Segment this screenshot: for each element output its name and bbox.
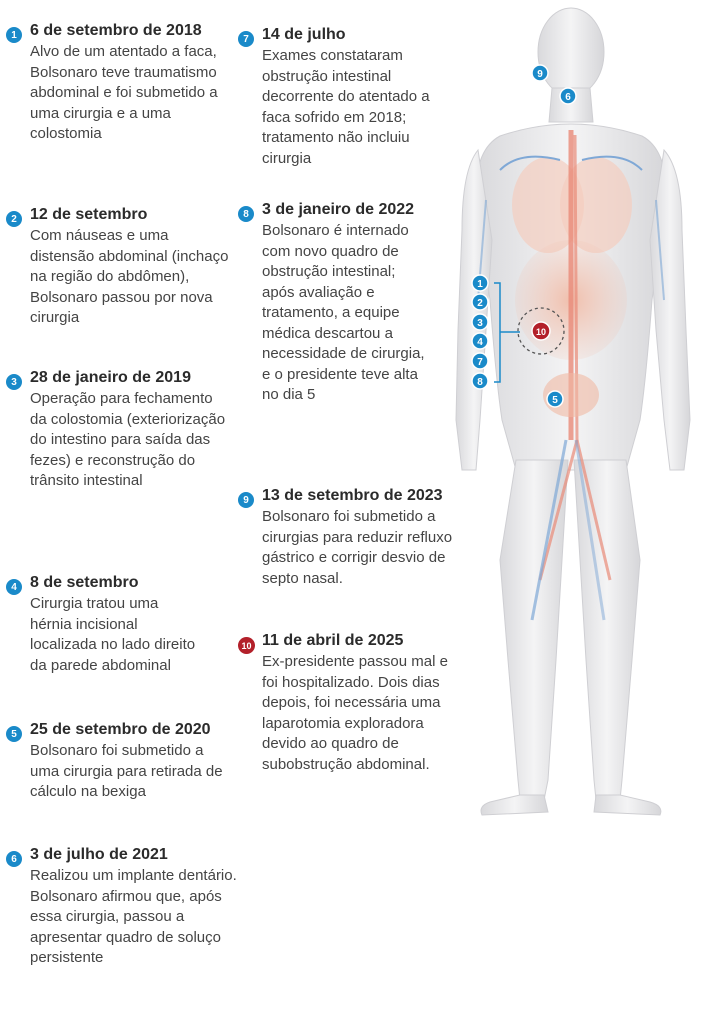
event-date: 13 de setembro de 2023 — [262, 487, 443, 504]
event-6 — [6, 846, 246, 971]
body-marker-4 — [472, 333, 488, 349]
event-description: Bolsonaro foi submetido a cirurgias para reduzir refluxo gástrico e corrigir desvio de septo nasal. — [262, 508, 453, 587]
event-description: Com náuseas e uma distensão abdominal (inchaço na região do abdômen), Bolsonaro passou por nova cirurgia — [30, 227, 229, 326]
body-marker-8 — [472, 373, 488, 389]
body-marker-3-label: 3 — [477, 318, 483, 329]
body-marker-4-label: 4 — [477, 337, 483, 348]
event-description: Bolsonaro é internado com novo quadro de obstrução intestinal; após avaliação e tratamento, a equipe médica descartou a necessidade de cirurgia, e o presidente teve alta no dia 5 — [262, 222, 425, 403]
body-marker-10-label: 10 — [535, 327, 547, 337]
event-description: Cirurgia tratou uma hérnia incisional localizada no lado direito da parede abdominal — [30, 595, 196, 674]
event-description: Exames constataram obstrução intestinal decorrente do atentado a faca sofrido em 2018; tratamento não incluiu cirurgia — [262, 47, 430, 167]
event-2 — [6, 206, 231, 331]
event-description: Ex-presidente passou mal e foi hospitalizado. Dois dias depois, foi necessária uma laparotomia exploradora devido ao quadro de subobstrução abdominal. — [262, 653, 448, 773]
body-marker-1-label: 1 — [477, 279, 483, 290]
event-1 — [6, 22, 231, 167]
event-number-badge: 10 — [238, 637, 255, 654]
human-body-figure — [440, 0, 706, 1024]
event-5 — [6, 721, 231, 806]
event-10 — [238, 632, 453, 817]
event-7 — [238, 26, 453, 171]
body-marker-9-label: 9 — [537, 69, 543, 80]
right-leg — [574, 460, 640, 800]
body-marker-10 — [532, 322, 550, 340]
body-marker-3 — [472, 314, 488, 330]
event-date: 6 de setembro de 2018 — [30, 22, 202, 39]
event-description: Alvo de um atentado a faca, Bolsonaro teve traumatismo abdominal e foi submetido a uma cirurgia e a uma colostomia — [30, 43, 218, 142]
event-date: 25 de setembro de 2020 — [30, 721, 211, 738]
event-description: Realizou um implante dentário. Bolsonaro afirmou que, após essa cirurgia, passou a apresentar quadro de soluço persistente — [30, 867, 237, 966]
right-foot — [594, 795, 661, 815]
event-number-badge: 8 — [238, 206, 254, 222]
event-date: 14 de julho — [262, 26, 346, 43]
head — [538, 8, 604, 96]
body-marker-2 — [472, 294, 488, 310]
body-marker-1 — [472, 275, 488, 291]
body-marker-9 — [532, 65, 548, 81]
event-8 — [238, 201, 453, 451]
event-number-badge: 1 — [6, 27, 22, 43]
body-marker-5-label: 5 — [552, 395, 558, 406]
event-date: 11 de abril de 2025 — [262, 632, 404, 649]
event-date: 3 de janeiro de 2022 — [262, 201, 415, 218]
body-marker-7 — [472, 353, 488, 369]
body-marker-2-label: 2 — [477, 298, 483, 309]
body-marker-8-label: 8 — [477, 377, 483, 388]
body-marker-6 — [560, 88, 576, 104]
event-description: Bolsonaro foi submetido a uma cirurgia para retirada de cálculo na bexiga — [30, 742, 223, 800]
event-description: Operação para fechamento da colostomia (exteriorização do intestino para saída das fezes) e reconstrução do trânsito intestinal — [30, 390, 226, 489]
body-marker-6-label: 6 — [565, 92, 571, 103]
event-date: 8 de setembro — [30, 574, 139, 591]
body-marker-5 — [547, 391, 563, 407]
event-date: 3 de julho de 2021 — [30, 846, 168, 863]
event-date: 28 de janeiro de 2019 — [30, 369, 191, 386]
event-number-badge: 5 — [6, 726, 22, 742]
event-number-badge: 4 — [6, 579, 22, 595]
event-number-badge: 6 — [6, 851, 22, 867]
left-foot — [481, 795, 548, 815]
event-date: 12 de setembro — [30, 206, 148, 223]
body-marker-7-label: 7 — [477, 357, 483, 368]
event-number-badge: 7 — [238, 31, 254, 47]
event-3 — [6, 369, 231, 534]
event-number-badge: 3 — [6, 374, 22, 390]
event-9 — [238, 487, 453, 592]
event-number-badge: 9 — [238, 492, 254, 508]
event-4 — [6, 574, 231, 679]
event-number-badge: 2 — [6, 211, 22, 227]
